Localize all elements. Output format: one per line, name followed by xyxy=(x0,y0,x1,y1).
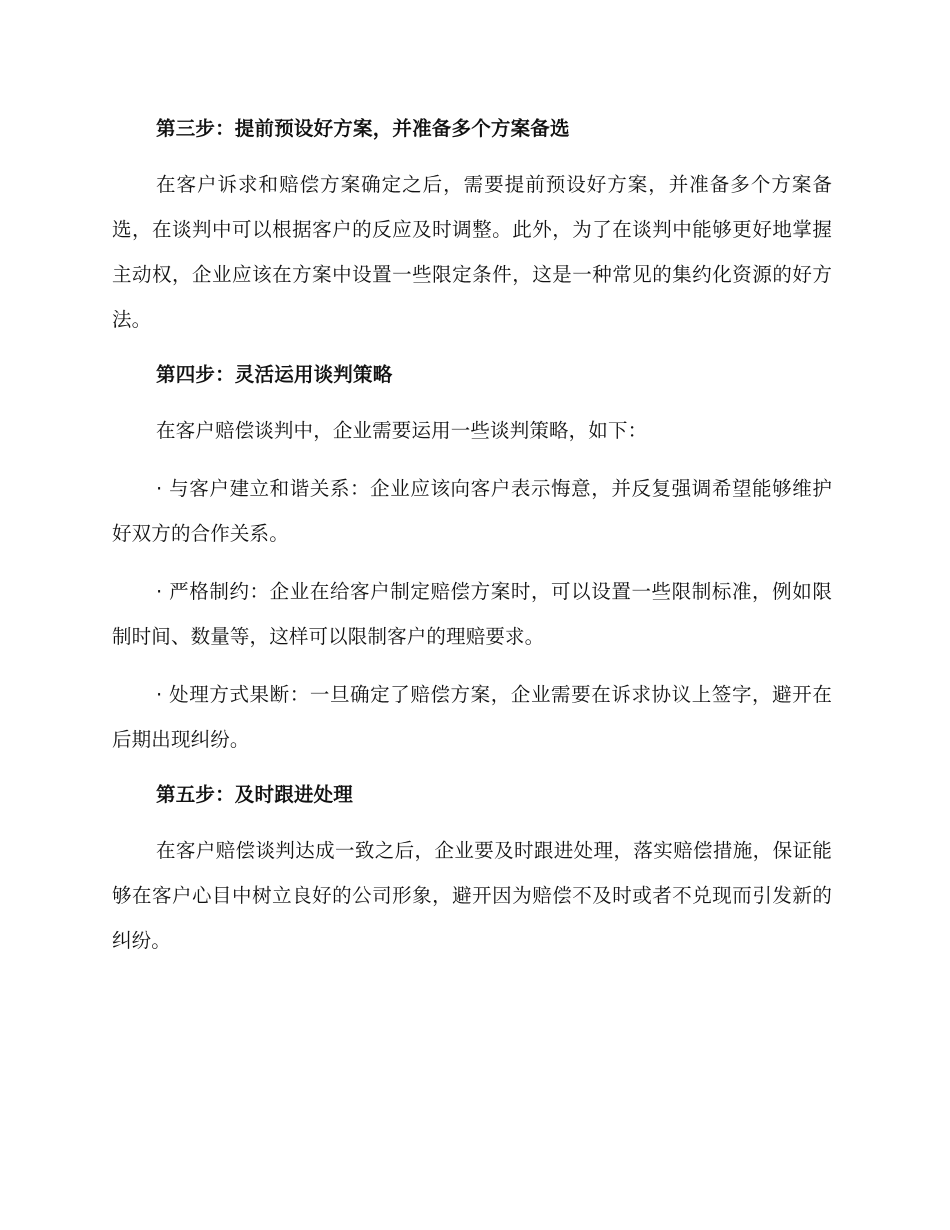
section-heading-step-4: 第四步：灵活运用谈判策略 xyxy=(156,363,393,386)
list-item-decisive-handling: · 处理方式果断：一旦确定了赔偿方案，企业需要在诉求协议上签字，避开在后期出现纠纷。 xyxy=(112,683,832,751)
list-item-strict-constraints: · 严格制约：企业在给客户制定赔偿方案时，可以设置一些限制标准，例如限制时间、数量等，这样可以限制客户的理赔要求。 xyxy=(112,580,832,648)
paragraph-step-5-body: 在客户赔偿谈判达成一致之后，企业要及时跟进处理，落实赔偿措施，保证能够在客户心目中树立良好的公司形象，避开因为赔偿不及时或者不兑现而引发新的纠纷。 xyxy=(112,839,832,952)
document-body xyxy=(112,113,832,963)
section-heading-step-5: 第五步：及时跟进处理 xyxy=(156,783,354,806)
list-item-harmonious-relationship: · 与客户建立和谐关系：企业应该向客户表示悔意，并反复强调希望能够维护好双方的合作关系。 xyxy=(112,477,832,545)
paragraph-step-3-body: 在客户诉求和赔偿方案确定之后，需要提前预设好方案，并准备多个方案备选，在谈判中可以根据客户的反应及时调整。此外，为了在谈判中能够更好地掌握主动权，企业应该在方案中设置一些限定条件，这是一种常见的集约化资源的好方法。 xyxy=(112,173,832,331)
paragraph-step-4-intro: 在客户赔偿谈判中，企业需要运用一些谈判策略，如下： xyxy=(156,419,648,442)
section-heading-step-3: 第三步：提前预设好方案，并准备多个方案备选 xyxy=(156,117,570,140)
